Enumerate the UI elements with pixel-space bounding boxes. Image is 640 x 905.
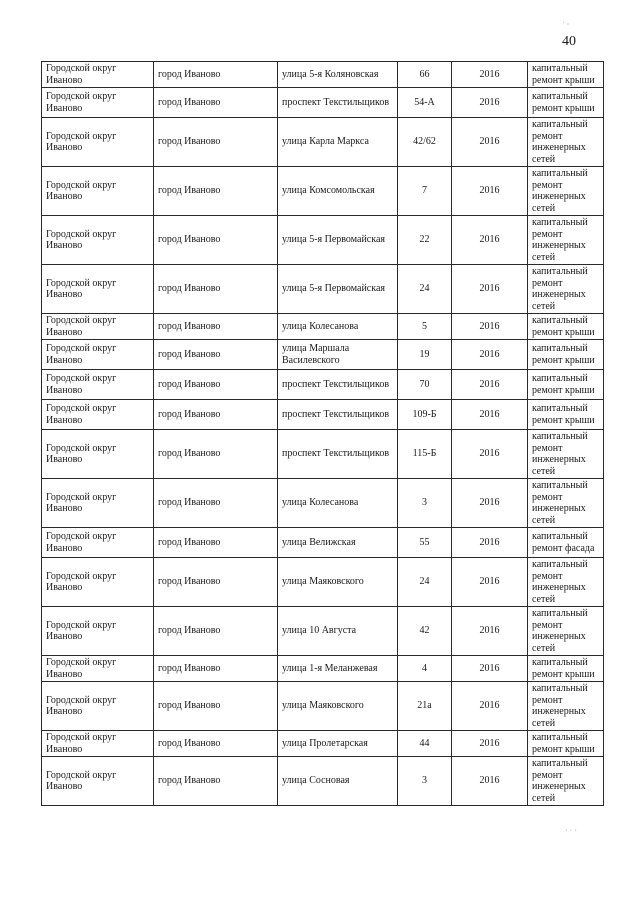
work-type-cell: капитальный ремонт фасада	[528, 528, 604, 558]
table-row	[42, 430, 604, 479]
work-type-cell: капитальный ремонт крыши	[528, 88, 604, 118]
house-number-cell: 3	[398, 757, 452, 806]
district-cell: Городской округ Иваново	[42, 656, 154, 682]
street-cell: улица Карла Маркса	[278, 118, 398, 167]
year-cell: 2016	[452, 757, 528, 806]
district-cell: Городской округ Иваново	[42, 314, 154, 340]
street-cell: улица Сосновая	[278, 757, 398, 806]
table-row	[42, 88, 604, 118]
year-cell: 2016	[452, 656, 528, 682]
city-cell: город Иваново	[154, 314, 278, 340]
street-cell: проспект Текстильщиков	[278, 430, 398, 479]
street-cell: улица Комсомольская	[278, 167, 398, 216]
city-cell: город Иваново	[154, 731, 278, 757]
city-cell: город Иваново	[154, 62, 278, 88]
house-number-cell: 4	[398, 656, 452, 682]
page-number: 40	[562, 34, 576, 49]
year-cell: 2016	[452, 430, 528, 479]
work-type-cell: капитальный ремонт инженерных сетей	[528, 558, 604, 607]
table-row	[42, 479, 604, 528]
city-cell: город Иваново	[154, 340, 278, 370]
district-cell: Городской округ Иваново	[42, 370, 154, 400]
street-cell: улица 5-я Коляновская	[278, 62, 398, 88]
repair-schedule-table	[41, 61, 604, 806]
house-number-cell: 24	[398, 265, 452, 314]
street-cell: проспект Текстильщиков	[278, 400, 398, 430]
work-type-cell: капитальный ремонт крыши	[528, 370, 604, 400]
city-cell: город Иваново	[154, 682, 278, 731]
city-cell: город Иваново	[154, 656, 278, 682]
street-cell: проспект Текстильщиков	[278, 88, 398, 118]
street-cell: улица Маяковского	[278, 558, 398, 607]
house-number-cell: 42/62	[398, 118, 452, 167]
table-row	[42, 340, 604, 370]
year-cell: 2016	[452, 62, 528, 88]
table-row	[42, 558, 604, 607]
house-number-cell: 3	[398, 479, 452, 528]
house-number-cell: 42	[398, 607, 452, 656]
city-cell: город Иваново	[154, 757, 278, 806]
year-cell: 2016	[452, 731, 528, 757]
year-cell: 2016	[452, 479, 528, 528]
house-number-cell: 21а	[398, 682, 452, 731]
work-type-cell: капитальный ремонт инженерных сетей	[528, 682, 604, 731]
table-row	[42, 757, 604, 806]
year-cell: 2016	[452, 340, 528, 370]
table-row	[42, 370, 604, 400]
table-row	[42, 62, 604, 88]
year-cell: 2016	[452, 265, 528, 314]
year-cell: 2016	[452, 88, 528, 118]
street-cell: улица Маяковского	[278, 682, 398, 731]
year-cell: 2016	[452, 216, 528, 265]
year-cell: 2016	[452, 400, 528, 430]
work-type-cell: капитальный ремонт крыши	[528, 656, 604, 682]
district-cell: Городской округ Иваново	[42, 167, 154, 216]
district-cell: Городской округ Иваново	[42, 400, 154, 430]
street-cell: улица 5-я Первомайская	[278, 216, 398, 265]
table-row	[42, 216, 604, 265]
work-type-cell: капитальный ремонт инженерных сетей	[528, 118, 604, 167]
district-cell: Городской округ Иваново	[42, 731, 154, 757]
street-cell: улица 5-я Первомайская	[278, 265, 398, 314]
scan-speck: · · ·	[565, 826, 577, 835]
city-cell: город Иваново	[154, 265, 278, 314]
district-cell: Городской округ Иваново	[42, 88, 154, 118]
work-type-cell: капитальный ремонт инженерных сетей	[528, 265, 604, 314]
year-cell: 2016	[452, 370, 528, 400]
house-number-cell: 44	[398, 731, 452, 757]
work-type-cell: капитальный ремонт инженерных сетей	[528, 167, 604, 216]
street-cell: улица 1-я Меланжевая	[278, 656, 398, 682]
house-number-cell: 24	[398, 558, 452, 607]
table-row	[42, 528, 604, 558]
city-cell: город Иваново	[154, 400, 278, 430]
work-type-cell: капитальный ремонт крыши	[528, 400, 604, 430]
year-cell: 2016	[452, 607, 528, 656]
house-number-cell: 54-А	[398, 88, 452, 118]
city-cell: город Иваново	[154, 607, 278, 656]
work-type-cell: капитальный ремонт крыши	[528, 314, 604, 340]
street-cell: улица Велижская	[278, 528, 398, 558]
table-row	[42, 400, 604, 430]
district-cell: Городской округ Иваново	[42, 340, 154, 370]
table-row	[42, 167, 604, 216]
district-cell: Городской округ Иваново	[42, 216, 154, 265]
year-cell: 2016	[452, 118, 528, 167]
city-cell: город Иваново	[154, 430, 278, 479]
district-cell: Городской округ Иваново	[42, 479, 154, 528]
house-number-cell: 66	[398, 62, 452, 88]
work-type-cell: капитальный ремонт крыши	[528, 340, 604, 370]
house-number-cell: 55	[398, 528, 452, 558]
city-cell: город Иваново	[154, 528, 278, 558]
street-cell: улица Колесанова	[278, 479, 398, 528]
year-cell: 2016	[452, 167, 528, 216]
work-type-cell: капитальный ремонт инженерных сетей	[528, 607, 604, 656]
work-type-cell: капитальный ремонт инженерных сетей	[528, 216, 604, 265]
table-row	[42, 607, 604, 656]
street-cell: улица Колесанова	[278, 314, 398, 340]
work-type-cell: капитальный ремонт крыши	[528, 62, 604, 88]
year-cell: 2016	[452, 682, 528, 731]
house-number-cell: 70	[398, 370, 452, 400]
district-cell: Городской округ Иваново	[42, 558, 154, 607]
table-row	[42, 265, 604, 314]
city-cell: город Иваново	[154, 88, 278, 118]
district-cell: Городской округ Иваново	[42, 265, 154, 314]
city-cell: город Иваново	[154, 370, 278, 400]
district-cell: Городской округ Иваново	[42, 118, 154, 167]
work-type-cell: капитальный ремонт инженерных сетей	[528, 757, 604, 806]
district-cell: Городской округ Иваново	[42, 682, 154, 731]
house-number-cell: 19	[398, 340, 452, 370]
district-cell: Городской округ Иваново	[42, 528, 154, 558]
table-row	[42, 118, 604, 167]
street-cell: улица Пролетарская	[278, 731, 398, 757]
city-cell: город Иваново	[154, 558, 278, 607]
year-cell: 2016	[452, 314, 528, 340]
table-row	[42, 656, 604, 682]
district-cell: Городской округ Иваново	[42, 62, 154, 88]
house-number-cell: 7	[398, 167, 452, 216]
table-row	[42, 314, 604, 340]
street-cell: проспект Текстильщиков	[278, 370, 398, 400]
city-cell: город Иваново	[154, 118, 278, 167]
scan-speck: ˙ ·	[562, 20, 570, 29]
city-cell: город Иваново	[154, 167, 278, 216]
table-row	[42, 682, 604, 731]
district-cell: Городской округ Иваново	[42, 430, 154, 479]
house-number-cell: 5	[398, 314, 452, 340]
district-cell: Городской округ Иваново	[42, 607, 154, 656]
work-type-cell: капитальный ремонт инженерных сетей	[528, 430, 604, 479]
work-type-cell: капитальный ремонт инженерных сетей	[528, 479, 604, 528]
house-number-cell: 22	[398, 216, 452, 265]
year-cell: 2016	[452, 528, 528, 558]
street-cell: улица 10 Августа	[278, 607, 398, 656]
house-number-cell: 115-Б	[398, 430, 452, 479]
city-cell: город Иваново	[154, 479, 278, 528]
district-cell: Городской округ Иваново	[42, 757, 154, 806]
year-cell: 2016	[452, 558, 528, 607]
table-row	[42, 731, 604, 757]
city-cell: город Иваново	[154, 216, 278, 265]
house-number-cell: 109-Б	[398, 400, 452, 430]
work-type-cell: капитальный ремонт крыши	[528, 731, 604, 757]
street-cell: улица Маршала Василевского	[278, 340, 398, 370]
